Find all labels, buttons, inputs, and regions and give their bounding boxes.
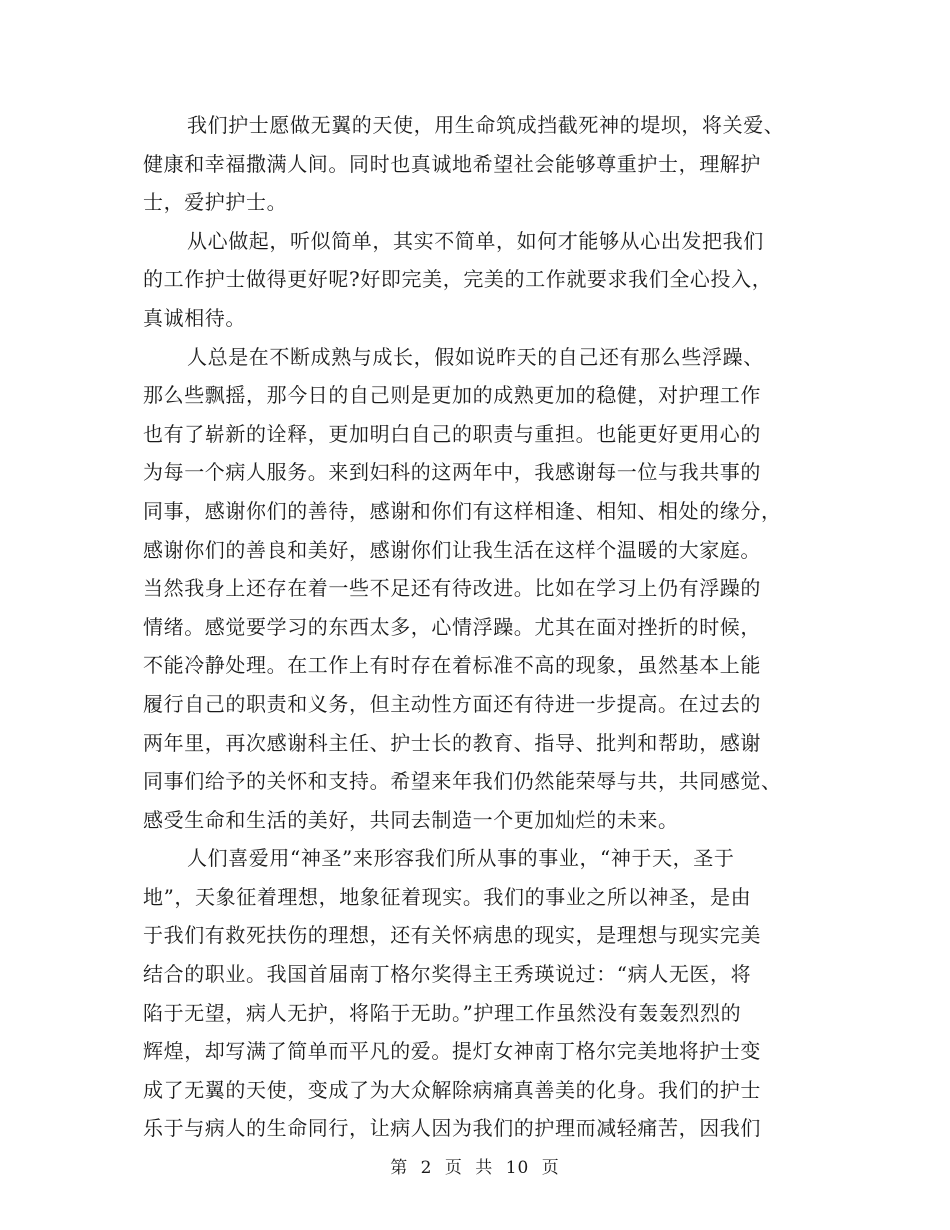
text-line: 两年里，再次感谢科主任、护士长的教育、指导、批判和帮助，感谢	[143, 730, 761, 755]
text-line: 人总是在不断成熟与成长，假如说昨天的自己还有那么些浮躁、	[187, 344, 764, 369]
text-line: 人们喜爱用“神圣”来形容我们所从事的事业，“神于天，圣于	[187, 846, 735, 871]
footer-suffix: 页	[541, 1158, 560, 1178]
text-line: 同事，感谢你们的善待，感谢和你们有这样相逢、相知、相处的缘分，	[143, 498, 782, 523]
footer-total-word: 共	[475, 1158, 494, 1178]
text-line: 陷于无望，病人无护，将陷于无助。”护理工作虽然没有轰轰烈烈的	[143, 1000, 742, 1025]
footer-page-word: 页	[444, 1158, 463, 1178]
text-line: 结合的职业。我国首届南丁格尔奖得主王秀瑛说过：“病人无医，将	[143, 962, 752, 987]
text-line: 健康和幸福撒满人间。同时也真诚地希望社会能够尊重护士，理解护	[143, 151, 761, 176]
footer-prefix: 第	[390, 1158, 409, 1178]
page-footer	[0, 1153, 950, 1178]
text-line: 为每一个病人服务。来到妇科的这两年中，我感谢每一位与我共事的	[143, 460, 761, 485]
text-line: 当然我身上还存在着一些不足还有待改进。比如在学习上仍有浮躁的	[143, 576, 761, 601]
current-page-number: 2	[420, 1158, 433, 1178]
text-line: 那么些飘摇，那今日的自己则是更加的成熟更加的稳健，对护理工作	[143, 383, 761, 408]
text-line: 情绪。感觉要学习的东西太多，心情浮躁。尤其在面对挫折的时候，	[143, 614, 761, 639]
text-line: 也有了崭新的诠释，更加明白自己的职责与重担。也能更好更用心的	[143, 421, 761, 446]
text-line: 我们护士愿做无翼的天使，用生命筑成挡截死神的堤坝，将关爱、	[187, 113, 785, 137]
text-line: 成了无翼的天使，变成了为大众解除病痛真善美的化身。我们的护士	[143, 1077, 761, 1102]
text-line: 的工作护士做得更好呢?好即完美，完美的工作就要求我们全心投入，	[143, 267, 773, 292]
total-pages-number: 10	[505, 1158, 530, 1178]
text-line: 于我们有救死扶伤的理想，还有关怀病患的现实，是理想与现实完美	[143, 923, 761, 948]
text-line: 履行自己的职责和义务，但主动性方面还有待进一步提高。在过去的	[143, 691, 761, 716]
text-line: 乐于与病人的生命同行，让病人因为我们的护理而减轻痛苦，因我们	[143, 1116, 761, 1141]
document-body	[143, 106, 803, 1148]
text-line: 感谢你们的善良和美好，感谢你们让我生活在这样个温暖的大家庭。	[143, 537, 761, 562]
text-line: 辉煌，却写满了简单而平凡的爱。提灯女神南丁格尔完美地将护士变	[143, 1039, 761, 1064]
text-line: 士，爱护护士。	[143, 190, 288, 215]
text-line: 同事们给予的关怀和支持。希望来年我们仍然能荣辱与共，共同感觉、	[143, 769, 782, 794]
text-line: 不能冷静处理。在工作上有时存在着标准不高的现象，虽然基本上能	[143, 653, 761, 678]
text-line: 地”，天象征着理想，地象征着现实。我们的事业之所以神圣，是由	[143, 884, 752, 909]
text-line: 感受生命和生活的美好，共同去制造一个更加灿烂的未来。	[143, 807, 679, 832]
text-line: 真诚相待。	[143, 305, 246, 330]
text-line: 从心做起，听似简单，其实不简单，如何才能够从心出发把我们	[187, 228, 764, 253]
